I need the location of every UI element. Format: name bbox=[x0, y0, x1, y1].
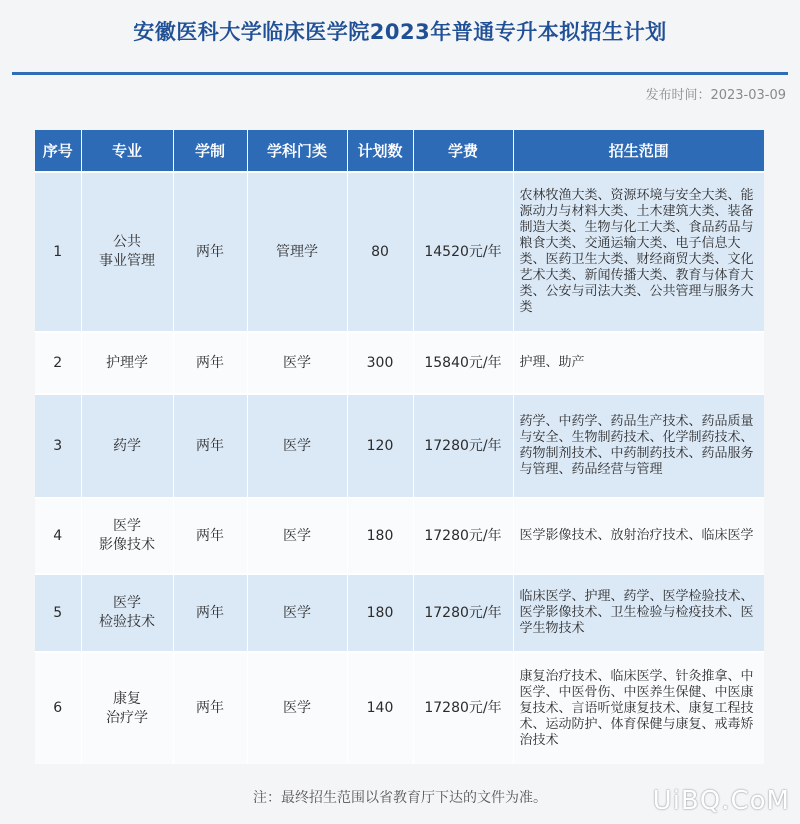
table-row bbox=[35, 172, 764, 332]
enrollment-plan-table bbox=[35, 130, 764, 764]
table-header-row bbox=[35, 130, 764, 172]
watermark: UiBQ.CoM bbox=[652, 786, 790, 816]
header-cell-category: 学科门类 bbox=[247, 130, 347, 172]
cell-fee: 15840元/年 bbox=[413, 332, 513, 394]
cell-category: 医学 bbox=[247, 394, 347, 498]
cell-category: 医学 bbox=[247, 574, 347, 652]
cell-category: 医学 bbox=[247, 498, 347, 574]
cell-duration: 两年 bbox=[173, 652, 247, 764]
cell-scope: 康复治疗技术、临床医学、针灸推拿、中医学、中医骨伤、中医养生保健、中医康复技术、言语听觉康复技术、康复工程技术、运动防护、体育保健与康复、戒毒矫治技术 bbox=[513, 652, 764, 764]
table-row bbox=[35, 652, 764, 764]
cell-fee: 17280元/年 bbox=[413, 574, 513, 652]
cell-scope: 医学影像技术、放射治疗技术、临床医学 bbox=[513, 498, 764, 574]
cell-major: 护理学 bbox=[81, 332, 173, 394]
cell-category: 管理学 bbox=[247, 172, 347, 332]
cell-plan: 180 bbox=[347, 574, 413, 652]
header-cell-no: 序号 bbox=[35, 130, 81, 172]
cell-major: 医学 检验技术 bbox=[81, 574, 173, 652]
cell-major: 公共 事业管理 bbox=[81, 172, 173, 332]
cell-no: 3 bbox=[35, 394, 81, 498]
table-row bbox=[35, 574, 764, 652]
cell-duration: 两年 bbox=[173, 574, 247, 652]
cell-major: 医学 影像技术 bbox=[81, 498, 173, 574]
publish-time: 发布时间：2023-03-09 bbox=[645, 88, 786, 103]
cell-plan: 300 bbox=[347, 332, 413, 394]
cell-fee: 17280元/年 bbox=[413, 394, 513, 498]
header-cell-major: 专业 bbox=[81, 130, 173, 172]
cell-scope: 护理、助产 bbox=[513, 332, 764, 394]
cell-category: 医学 bbox=[247, 652, 347, 764]
cell-duration: 两年 bbox=[173, 394, 247, 498]
cell-plan: 80 bbox=[347, 172, 413, 332]
cell-major: 康复 治疗学 bbox=[81, 652, 173, 764]
cell-plan: 180 bbox=[347, 498, 413, 574]
cell-fee: 17280元/年 bbox=[413, 652, 513, 764]
cell-scope: 农林牧渔大类、资源环境与安全大类、能源动力与材料大类、土木建筑大类、装备制造大类、生物与化工大类、食品药品与粮食大类、交通运输大类、电子信息大类、医药卫生大类、财经商贸大类、文化艺术大类、新闻传播大类、教育与体育大类、公安与司法大类、公共管理与服务大类 bbox=[513, 172, 764, 332]
header-cell-scope: 招生范围 bbox=[513, 130, 764, 172]
cell-duration: 两年 bbox=[173, 498, 247, 574]
header-cell-fee: 学费 bbox=[413, 130, 513, 172]
cell-no: 5 bbox=[35, 574, 81, 652]
cell-no: 2 bbox=[35, 332, 81, 394]
cell-duration: 两年 bbox=[173, 172, 247, 332]
table-row bbox=[35, 332, 764, 394]
cell-fee: 17280元/年 bbox=[413, 498, 513, 574]
cell-duration: 两年 bbox=[173, 332, 247, 394]
cell-no: 1 bbox=[35, 172, 81, 332]
table-row bbox=[35, 498, 764, 574]
cell-fee: 14520元/年 bbox=[413, 172, 513, 332]
cell-no: 4 bbox=[35, 498, 81, 574]
table-row bbox=[35, 394, 764, 498]
page-title: 安徽医科大学临床医学院2023年普通专升本拟招生计划 bbox=[133, 20, 667, 44]
cell-category: 医学 bbox=[247, 332, 347, 394]
cell-no: 6 bbox=[35, 652, 81, 764]
footnote: 注：最终招生范围以省教育厅下达的文件为准。 bbox=[253, 790, 547, 806]
cell-plan: 120 bbox=[347, 394, 413, 498]
header-cell-plan: 计划数 bbox=[347, 130, 413, 172]
cell-scope: 药学、中药学、药品生产技术、药品质量与安全、生物制药技术、化学制药技术、药物制剂技术、中药制药技术、药品服务与管理、药品经营与管理 bbox=[513, 394, 764, 498]
cell-scope: 临床医学、护理、药学、医学检验技术、医学影像技术、卫生检验与检疫技术、医学生物技术 bbox=[513, 574, 764, 652]
cell-plan: 140 bbox=[347, 652, 413, 764]
header-cell-duration: 学制 bbox=[173, 130, 247, 172]
title-divider bbox=[12, 72, 788, 75]
cell-major: 药学 bbox=[81, 394, 173, 498]
